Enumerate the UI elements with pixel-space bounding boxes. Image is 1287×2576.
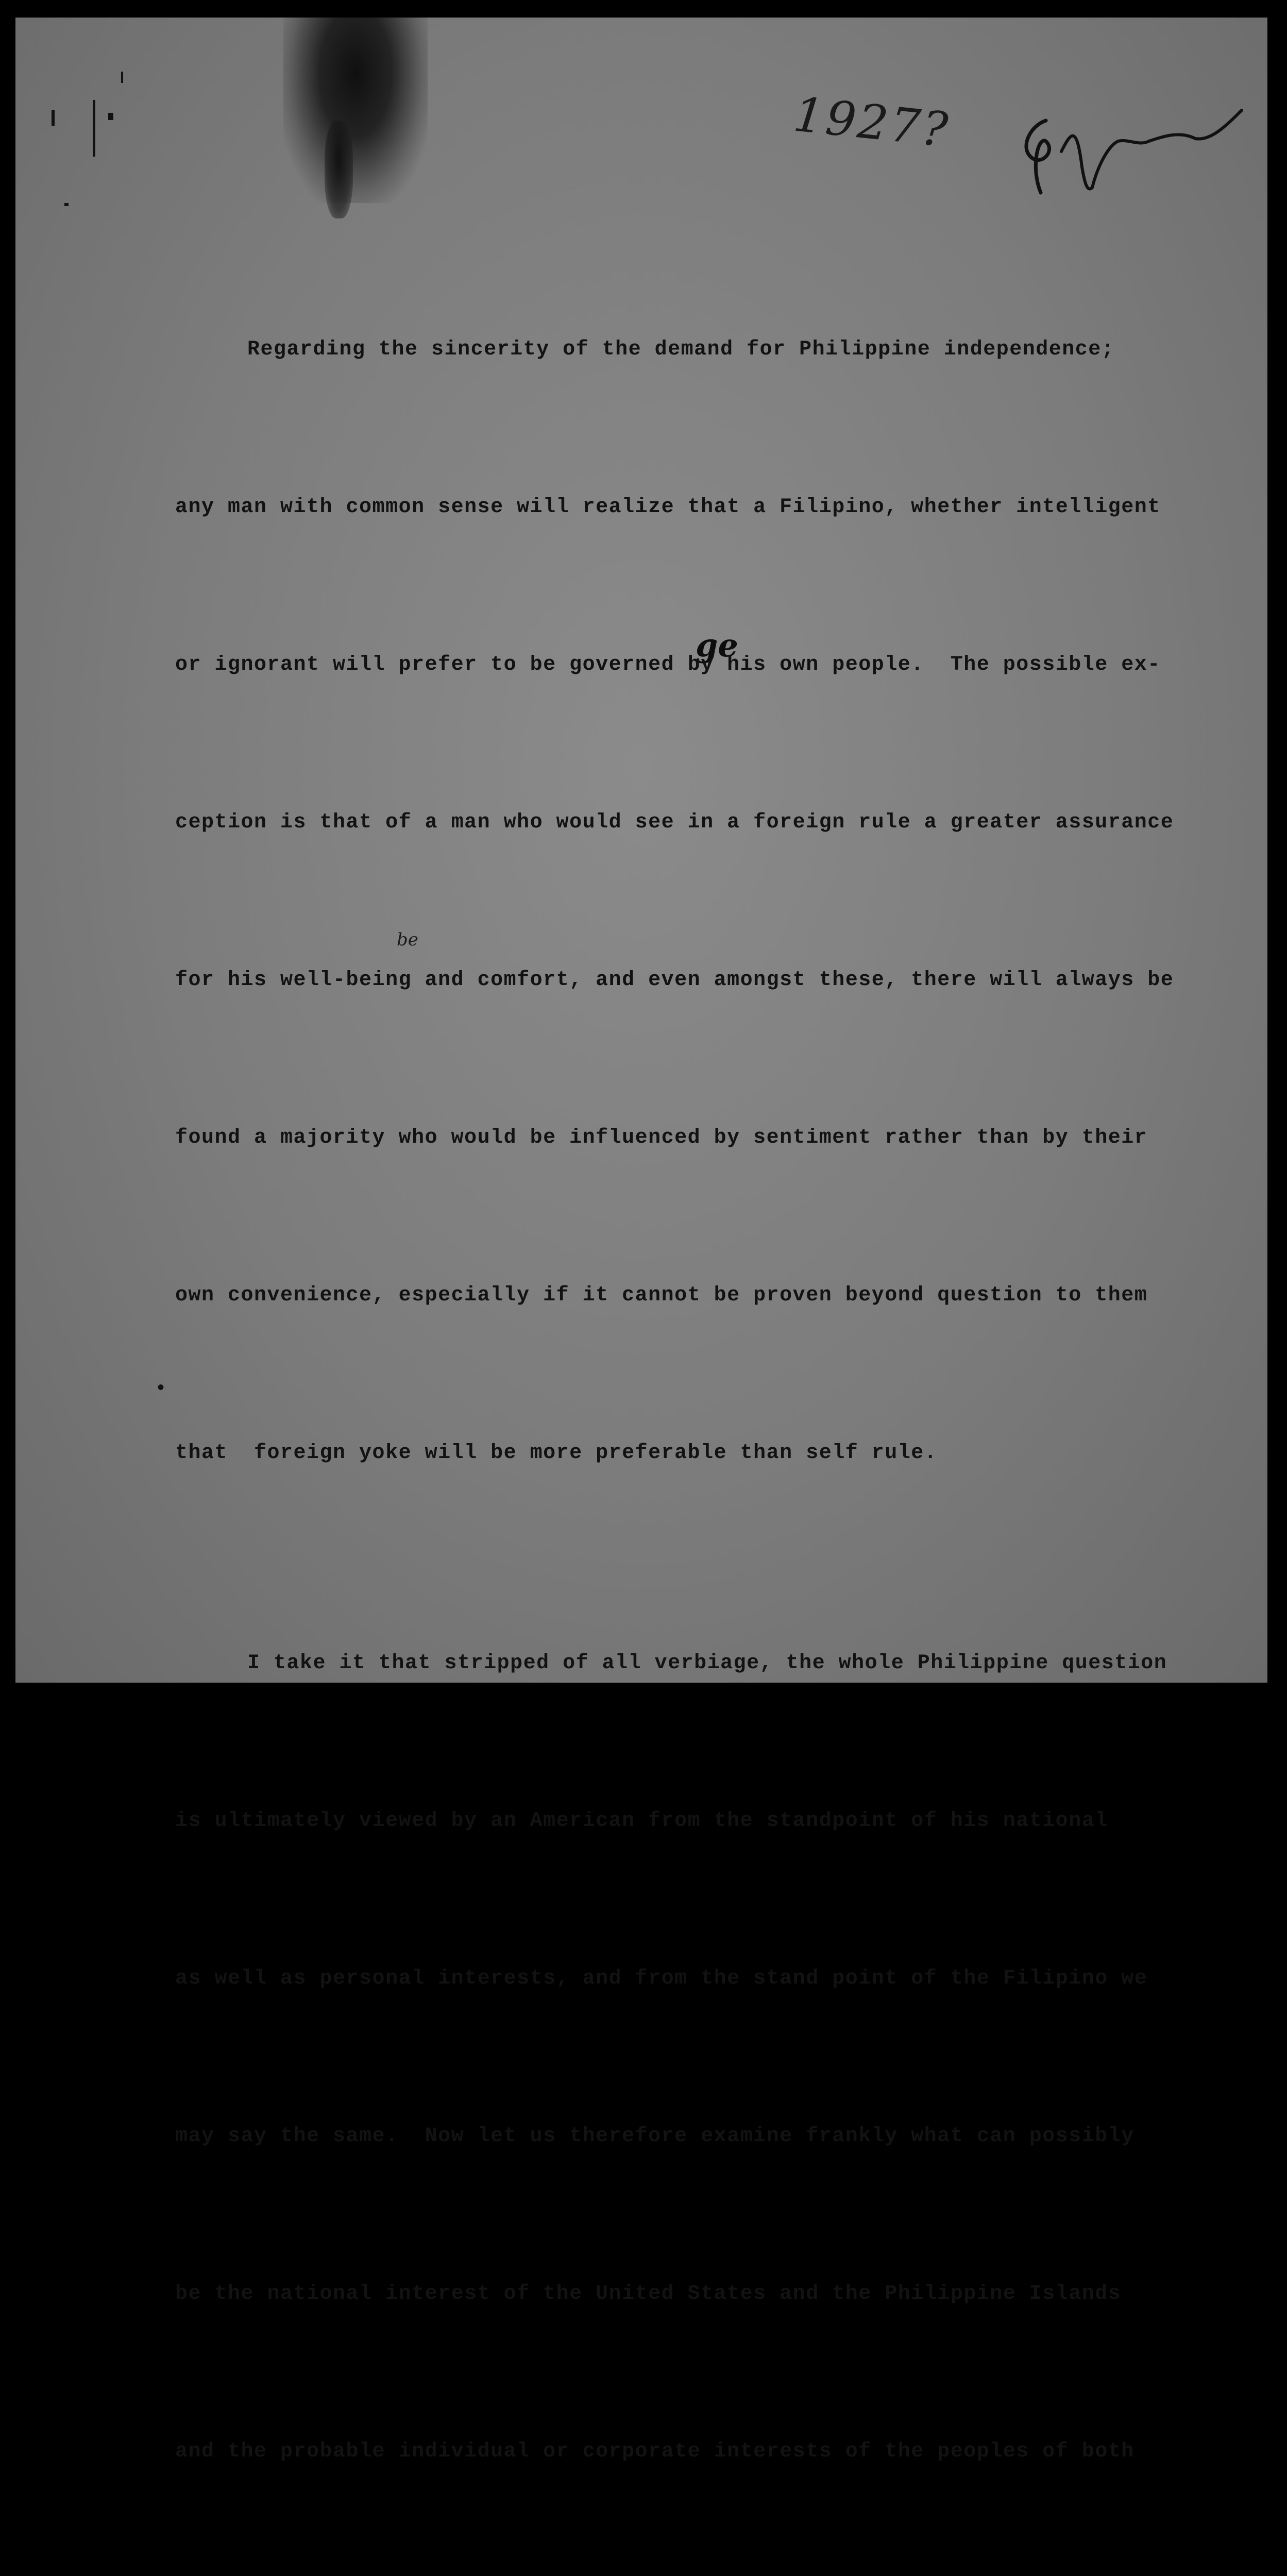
text-line: ception is that of a man who would see in a foreign rule a greater assurance <box>175 811 1174 834</box>
typed-letter-body <box>175 218 1206 2576</box>
text-line: own convenience, especially if it cannot be proven beyond question to them <box>175 1284 1148 1307</box>
document-page <box>15 18 1267 2463</box>
text-line: is ultimately viewed by an American from the standpoint of his national <box>175 1809 1108 1833</box>
text-line: for his well-being and comfort, and even amongst these, there will always be <box>175 969 1174 992</box>
text-line: I take it that stripped of all verbiage, the whole Philippine question <box>247 1652 1167 1675</box>
handwritten-correction: ge <box>696 626 738 664</box>
text-line: and the probable individual or corporate interests of the peoples of both <box>175 2440 1134 2463</box>
scratch-mark <box>108 113 113 120</box>
scratch-mark <box>64 203 69 206</box>
handwritten-signature <box>1010 90 1252 203</box>
scratch-mark <box>121 72 123 83</box>
text-line: Regarding the sincerity of the demand for Philippine independence; <box>247 338 1115 361</box>
handwritten-year: 1927? <box>791 87 953 158</box>
handwritten-insert: be <box>397 929 418 950</box>
text-line: that foreign yoke will be more preferable than self rule. <box>175 1442 938 1465</box>
ink-drip <box>325 121 353 218</box>
text-line: may say the same. Now let us therefore examine frankly what can possibly <box>175 2125 1134 2148</box>
text-line: any man with common sense will realize that a Filipino, whether intelligent <box>175 496 1161 519</box>
text-line: be the national interest of the United States and the Philippine Islands <box>175 2282 1122 2306</box>
margin-mark: • <box>155 1378 167 1401</box>
ink-blot <box>283 18 428 203</box>
scratch-mark <box>52 110 55 126</box>
text-line: found a majority who would be influenced by sentiment rather than by their <box>175 1126 1148 1149</box>
text-line: as well as personal interests, and from the stand point of the Filipino we <box>175 1967 1148 1990</box>
text-line: or ignorant will prefer to be governed by his own people. The possible ex- <box>175 653 1161 676</box>
scratch-mark <box>93 100 95 157</box>
